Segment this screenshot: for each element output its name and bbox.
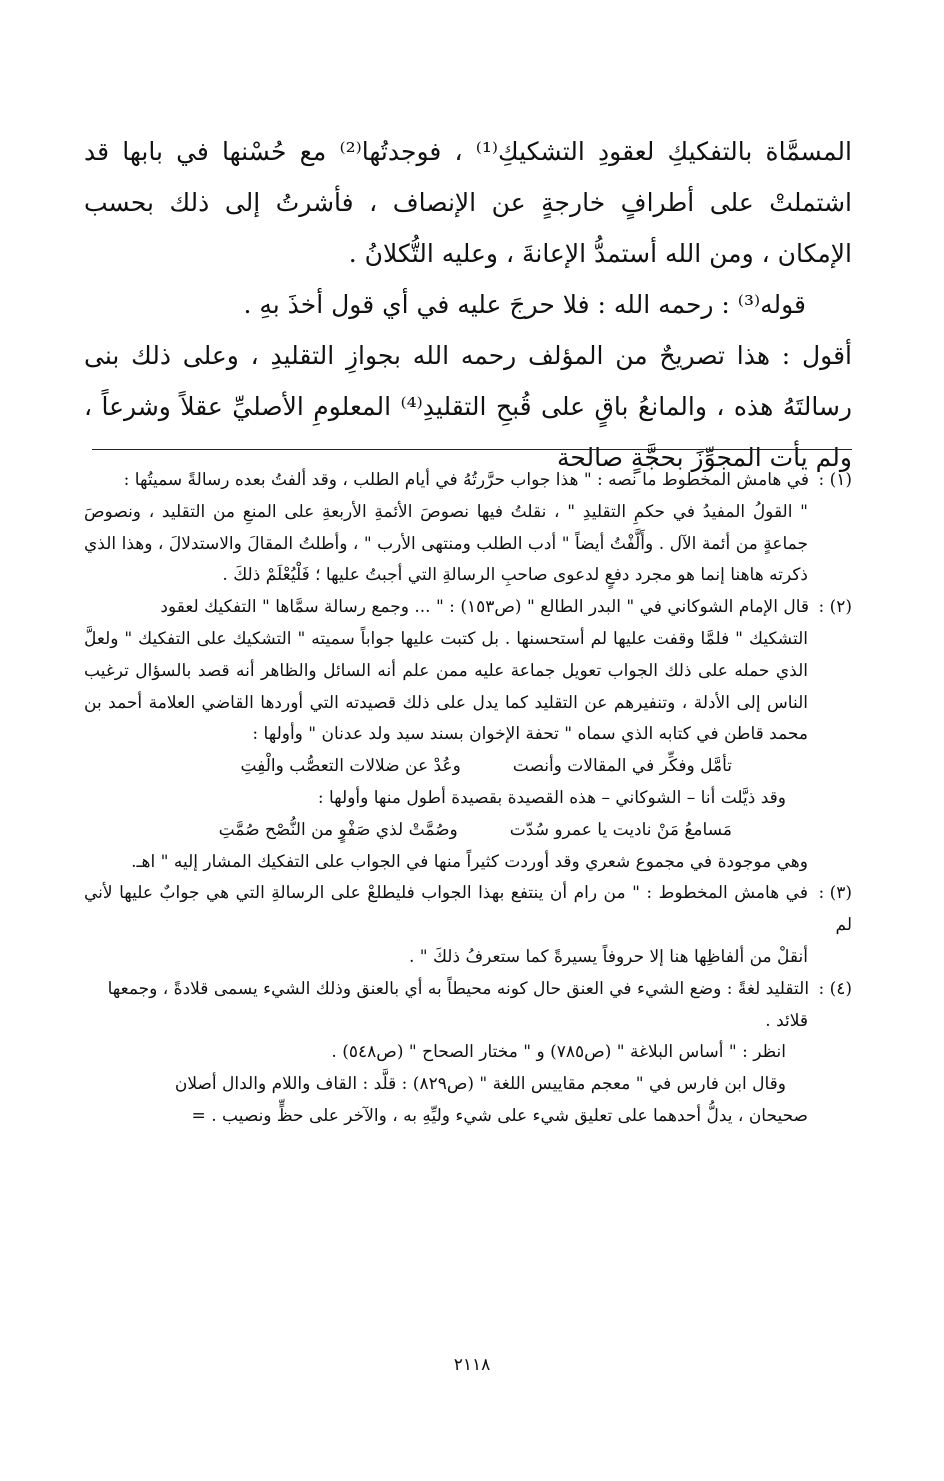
main-paragraph-2: قوله⁽³⁾ : رحمه الله : فلا حرجَ عليه في أي قول أخذَ بهِ . [243, 290, 806, 319]
footnote-2-end: وهي موجودة في مجموع شعري وقد أوردت كثيراً منها في الجواب على التفكيك المشار إليه " اهـ. [131, 851, 808, 872]
footnote-number: (٣) : [818, 883, 852, 904]
main-text [84, 126, 852, 483]
footnote-number: (٤) : [818, 978, 852, 999]
footnote-4-ibn-faris-continuation: صحيحان ، يدلُّ أحدهما على تعليق شيء على شيء وليِّهِ به ، والآخر على حظٍّ ونصيب . = [191, 1105, 808, 1126]
verse-hemistich-first: تأمَّل وفكِّر في المقالات وأنصت [512, 756, 732, 777]
footnote-1-continuation: " القولُ المفيدُ في حكمِ التقليدِ " ، نقلتُ فيها نصوصَ الأئمةِ الأربعةِ على المنعِ من التقليد ، ونصوصَ جماعةٍ من أئمة الآل . وأَلَّفْتُ أيضاً " أدب الطلب ومنتهى الأرب " ، وأطلتُ المقالَ والاستدلالَ ، وهذا الذي ذكرته هاهنا إنما هو مجرد دفعٍ لدعوى صاحبِ الرسالةِ التي أجبتُ عليها ؛ فَلْيُعْلَمْ ذلكَ . [84, 501, 808, 586]
footnote-4 [84, 974, 852, 1006]
footnote-4-ibn-faris: وقال ابن فارس في " معجم مقاييس اللغة " (ص٨٢٩) : قلَّد : القاف واللام والدال أصلان [174, 1074, 786, 1095]
footnote-text: قال الإمام الشوكاني في " البدر الطالع " (ص١٥٣) : " ... وجمع رسالة سمَّاها " التفكيك لعقود [160, 597, 810, 618]
footnote-text: في هامش المخطوط ما نصه : " هذا جواب حرَّرتُهُ في أيام الطلب ، وقد ألفتُ بعده رسالةً سميتُها : [123, 470, 810, 490]
verse-hemistich-second: وعُدْ عن ضلالات التعصُّب والْفِتِ [240, 756, 461, 777]
verse-line-1 [84, 751, 852, 783]
footnote-number: (١) : [818, 470, 852, 490]
main-paragraph-1: المسمَّاة بالتفكيكِ لعقودِ التشكيكِ⁽¹⁾ ، فوجدتُها⁽²⁾ مع حُسْنها في بابها قد اشتملتْ على أطرافٍ خارجةٍ عن الإنصاف ، فأشرتُ إلى ذلك بحسب الإمكان ، ومن الله أستمدُّ الإعانةَ ، وعليه التُّكلانُ . [84, 137, 852, 268]
verse-hemistich-first: مَسامعُ مَنْ ناديت يا عمرو سُدّت [509, 819, 732, 840]
footnote-2-middle: وقد ذيَّلت أنا – الشوكاني – هذه القصيدة بقصيدة أطول منها وأولها : [317, 787, 786, 808]
footnote-4-reference: انظر : " أساس البلاغة " (ص٧٨٥) و " مختار الصحاح " (ص٥٤٨) . [331, 1042, 786, 1063]
footnote-text: التقليد لغةً : وضع الشيء في العنق حال كونه محيطاً به أي بالعنق وذلك الشيء يسمى قلادةً ، وجمعها [107, 978, 810, 999]
footnote-4-continuation: قلائد . [765, 1010, 808, 1031]
main-paragraph-3: أقول : هذا تصريحٌ من المؤلف رحمه الله بجوازِ التقليدِ ، وعلى ذلك بنى رسالتَهُ هذه ، والمانعُ باقٍ على قُبحِ التقليدِ⁽⁴⁾ المعلومِ الأصليِّ عقلاً وشرعاً ، ولم يأت المجوِّزَ بحجَّةٍ صالحة [84, 341, 852, 472]
page-number: ٢١١٨ [453, 1355, 491, 1375]
verse-hemistich-second: وصُمَّتْ لذي صَفْوٍ من النُّصْح صُمَّتِ [218, 819, 458, 840]
footnote-number: (٢) : [818, 597, 852, 618]
footnote-3 [84, 878, 852, 942]
footnote-1 [84, 465, 852, 497]
footnote-text: في هامش المخطوط : " من رام أن ينتفع بهذا الجواب فليطلعْ على الرسالةِ التي هي جوابٌ عليها لأني لم [84, 883, 852, 936]
footnote-divider [92, 449, 852, 450]
verse-line-2 [84, 815, 852, 847]
footnote-2 [84, 592, 852, 624]
footnote-3-continuation: أنقلْ من ألفاظِها هنا إلا حروفاً يسيرةً كما ستعرفُ ذلكَ " . [408, 946, 808, 967]
footnotes [84, 465, 852, 1133]
footnote-2-continuation: التشكيك " فلمَّا وقفت عليها لم أستحسنها . بل كتبت عليها جواباً سميته " التشكيك على التفكيك " ولعلَّ الذي حمله على ذلك الجواب تعويل جماعة عليه ممن علم أنه السائل والظاهر أنه قصد بالسؤال ترغيب الناس إلى الأدلة ، وتنفيرهم عن التقليد كما يدل على ذلك قصيدته التي أوردها القاضي العلامة أحمد بن محمد قاطن في كتابه الذي سماه " تحفة الإخوان بسند سيد ولد عدنان " وأولها : [84, 628, 808, 745]
